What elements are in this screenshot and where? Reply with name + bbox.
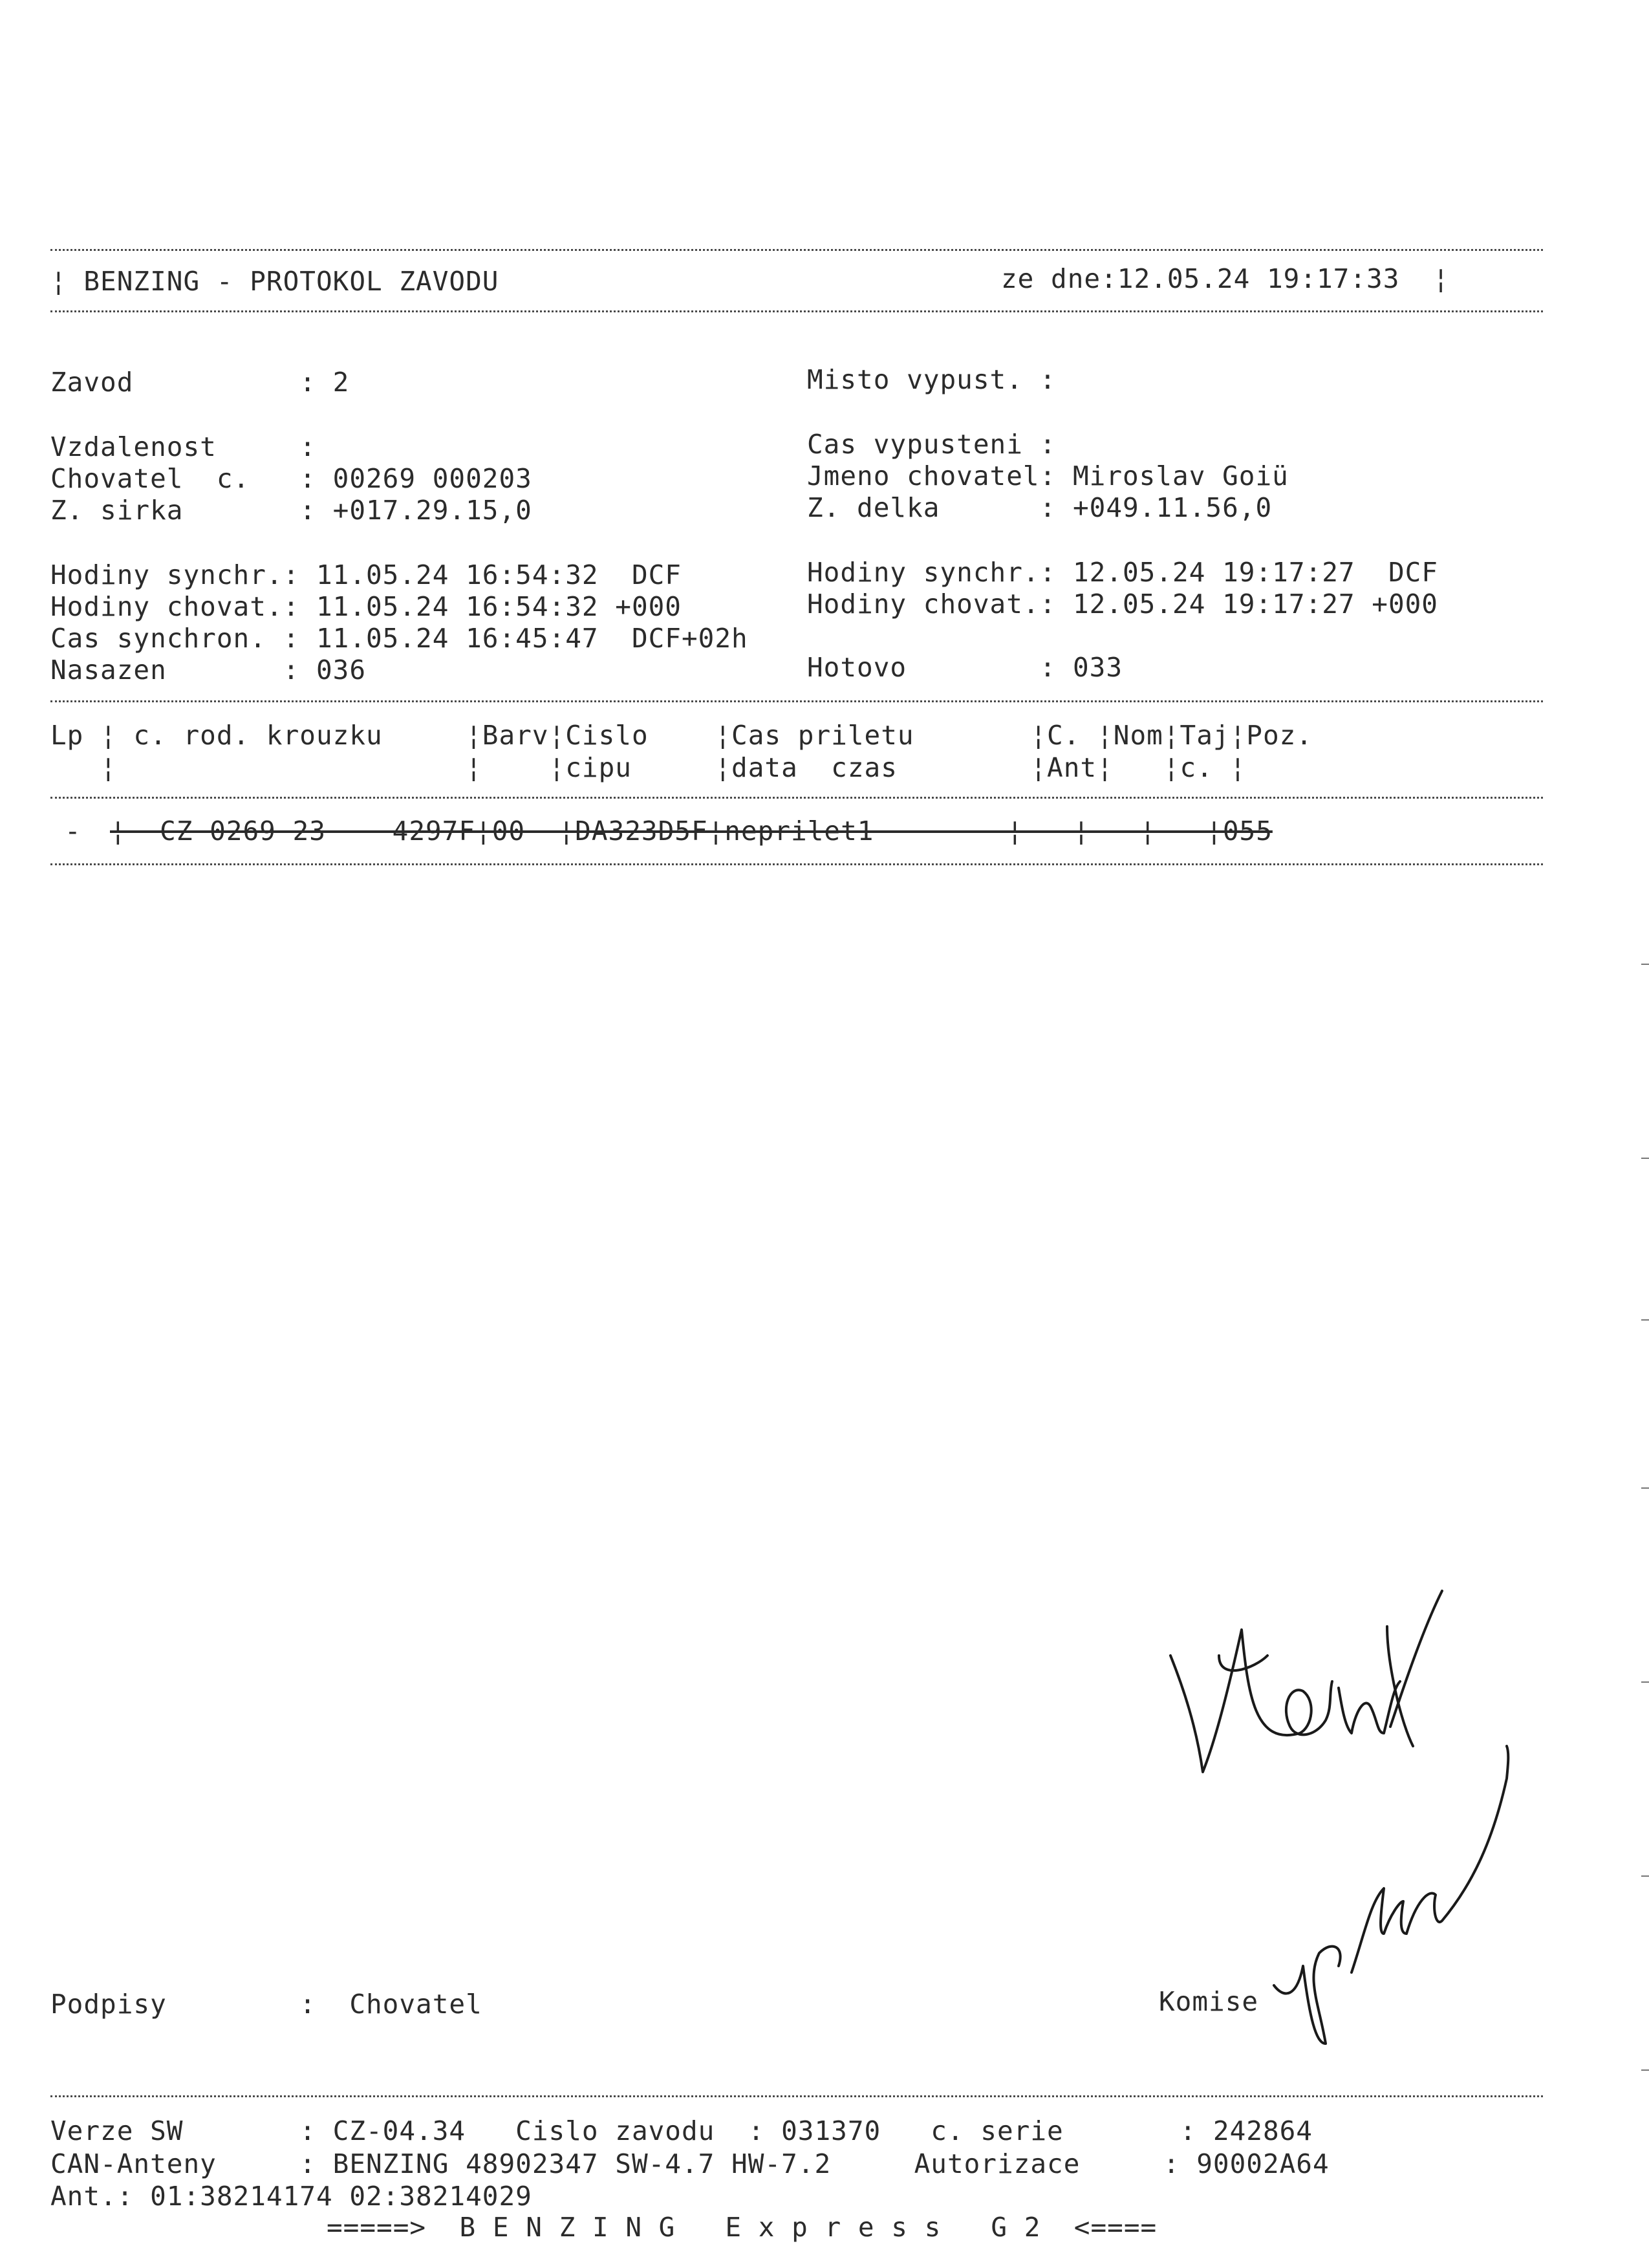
race-info-left-3: Chovatel c. : 00269 000203 bbox=[50, 463, 532, 494]
footer-line2: CAN-Anteny : BENZING 48902347 SW-4.7 HW-7.2 Autorizace : 90002A64 bbox=[50, 2148, 1330, 2179]
clocks-left-2: Cas synchron. : 11.05.24 16:45:47 DCF+02h bbox=[50, 623, 748, 654]
race-info-right-3: Jmeno chovatel: Miroslav Goiü bbox=[807, 460, 1289, 491]
footer-rule bbox=[50, 2095, 1543, 2097]
clocks-left-3: Nasazen : 036 bbox=[50, 654, 366, 686]
clocks-right-1: Hodiny chovat.: 12.05.24 19:17:27 +000 bbox=[807, 589, 1438, 620]
clocks-left-0: Hodiny synchr.: 11.05.24 16:54:32 DCF bbox=[50, 559, 682, 590]
edge-tick bbox=[1641, 964, 1649, 965]
table-row: ¦ CZ 0269 23 4297F¦00 ¦DA323D5F¦neprilet1 ¦ ¦ ¦ ¦055 bbox=[110, 815, 1273, 847]
race-info-left-2: Vzdalenost : bbox=[50, 431, 316, 462]
header-bottom-rule bbox=[50, 310, 1543, 312]
race-info-left-0: Zavod : 2 bbox=[50, 367, 350, 398]
footer-line1: Verze SW : CZ-04.34 Cislo zavodu : 031370 c. serie : 242864 bbox=[50, 2115, 1313, 2146]
header-top-rule bbox=[50, 249, 1543, 251]
commission-signature bbox=[1267, 1740, 1565, 2063]
komise-label: Komise bbox=[1159, 1986, 1259, 2017]
protocol-title: ¦ BENZING - PROTOKOL ZAVODU bbox=[50, 266, 499, 297]
footer-banner: =====> B E N Z I N G E x p r e s s G 2 <==== bbox=[327, 2212, 1158, 2243]
table-row-lp: - bbox=[65, 815, 81, 847]
race-info-right-0: Misto vypust. : bbox=[807, 364, 1057, 395]
footer-line3: Ant.: 01:38214174 02:38214029 bbox=[50, 2181, 532, 2212]
table-header-line1: Lp ¦ c. rod. krouzku ¦Barv¦Cislo ¦Cas priletu ¦C. ¦Nom¦Taj¦Poz. bbox=[50, 720, 1313, 751]
edge-tick bbox=[1641, 1319, 1649, 1321]
table-header-line2: ¦ ¦ ¦cipu ¦data czas ¦Ant¦ ¦c. ¦ bbox=[50, 752, 1247, 783]
edge-tick bbox=[1641, 1875, 1649, 1877]
table-top-rule bbox=[50, 700, 1543, 702]
clocks-left-1: Hodiny chovat.: 11.05.24 16:54:32 +000 bbox=[50, 591, 682, 622]
protocol-date: ze dne:12.05.24 19:17:33 ¦ bbox=[1001, 263, 1450, 294]
edge-tick bbox=[1641, 1681, 1649, 1683]
table-bottom-rule bbox=[50, 863, 1543, 865]
signatures-label: Podpisy : Chovatel bbox=[50, 1989, 482, 2020]
race-info-right-2: Cas vypusteni : bbox=[807, 429, 1057, 460]
edge-tick bbox=[1641, 1487, 1649, 1489]
clocks-right-3: Hotovo : 033 bbox=[807, 652, 1123, 683]
clocks-right-0: Hodiny synchr.: 12.05.24 19:17:27 DCF bbox=[807, 557, 1438, 588]
race-info-right-4: Z. delka : +049.11.56,0 bbox=[807, 492, 1273, 523]
edge-tick bbox=[1641, 1158, 1649, 1159]
table-header-rule bbox=[50, 797, 1543, 799]
race-info-left-4: Z. sirka : +017.29.15,0 bbox=[50, 495, 532, 526]
edge-tick bbox=[1641, 2069, 1649, 2071]
